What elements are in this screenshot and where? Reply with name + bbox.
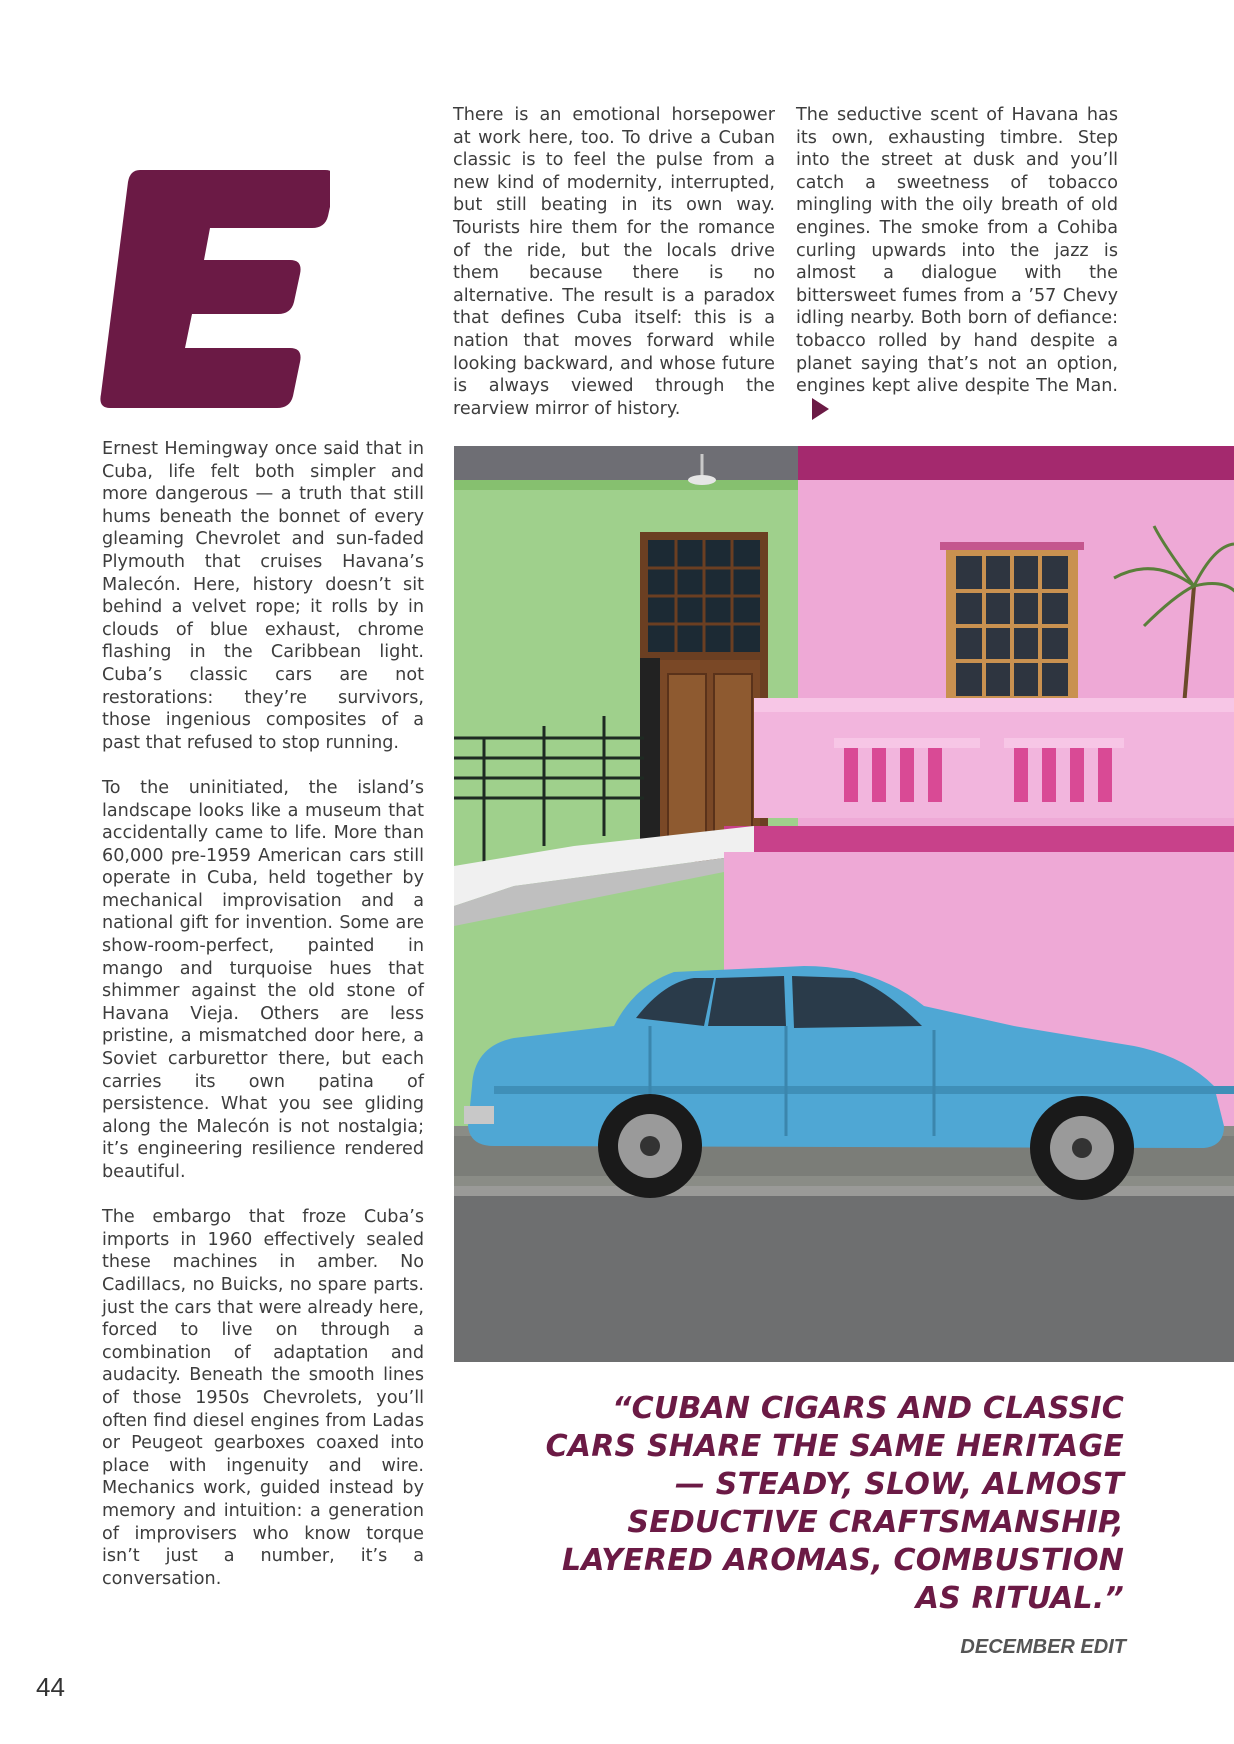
feature-photo xyxy=(454,446,1234,1362)
paragraph: There is an emotional horsepower at work here, too. To drive a Cuban classic is to feel the pulse from a new kind of modernity, interrupted, but still beating in its own way. Tourists hire them for the romance of the ride, but the locals drive them because there is no alternative. The result is a paradox that defines Cuba itself: this is a nation that moves forward while looking backward, and whose future is always viewed through the rearview mirror of history. xyxy=(453,105,775,419)
right-column-text xyxy=(796,104,1118,421)
left-column-text xyxy=(102,438,424,1613)
pull-quote: “CUBAN CIGARS AND CLASSIC CARS SHARE THE SAME HERITAGE — STEADY, SLOW, ALMOST SEDUCTIVE CRAFTSMANSHIP, LAYERED AROMAS, COMBUSTION AS RITUAL.” xyxy=(545,1391,1124,1616)
paragraph: Ernest Hemingway once said that in Cuba, life felt both simpler and more dangerous — a truth that still hums beneath the bonnet of every gleaming Chevrolet and sun-faded Plymouth that cruises Havana’s Malecón. Here, history doesn’t sit behind a velvet rope; it rolls by in clouds of blue exhaust, chrome flashing in the Caribbean light. Cuba’s classic cars are not restorations: they’re survivors, those ingenious composites of a past that refused to stop running. xyxy=(102,439,424,753)
paragraph: The embargo that froze Cuba’s imports in 1960 effectively sealed these machines in amber. No Cadillacs, no Buicks, no spare parts. just the cars that were already here, forced to live on through a combination of adaptation and audacity. Beneath the smooth lines of those 1950s Chevrolets, you’ll often find diesel engines from Ladas or Peugeot gearboxes coaxed into place with ingenuity and wire. Mechanics work, guided instead by memory and intuition: a generation of improvisers who know torque isn’t just a number, it’s a conversation. xyxy=(102,1207,424,1589)
paragraph: To the uninitiated, the island’s landscape looks like a museum that accidentally came to life. More than 60,000 pre-1959 American cars still operate in Cuba, held together by mechanical improvisation and a national gift for invention. Some are show-room-perfect, painted in mango and turquoise hues that shimmer against the old stone of Havana Vieja. Others are less pristine, a mismatched door here, a Soviet carburettor there, but each carries its own patina of persistence. What you see gliding along the Malecón is not nostalgia; it’s engineering resilience rendered beautiful. xyxy=(102,777,424,1182)
section-label: DECEMBER EDIT xyxy=(960,1636,1126,1658)
drop-cap-letter xyxy=(100,160,330,420)
page-number: 44 xyxy=(36,1672,65,1702)
paragraph: The seductive scent of Havana has its own, exhausting timbre. Step into the street at dusk and you’ll catch a sweetness of tobacco mingling with the oily breath of old engines. The smoke from a Cohiba curling upwards into the jazz is almost a dialogue with the bittersweet fumes from a ’57 Chevy idling nearby. Both born of defiance: tobacco rolled by hand despite a planet saying that’s not an option, engines kept alive despite The Man. xyxy=(796,105,1118,397)
continue-arrow-icon xyxy=(812,398,829,420)
classic-car-street-illustration xyxy=(454,446,1234,1362)
middle-column-text xyxy=(453,104,775,443)
